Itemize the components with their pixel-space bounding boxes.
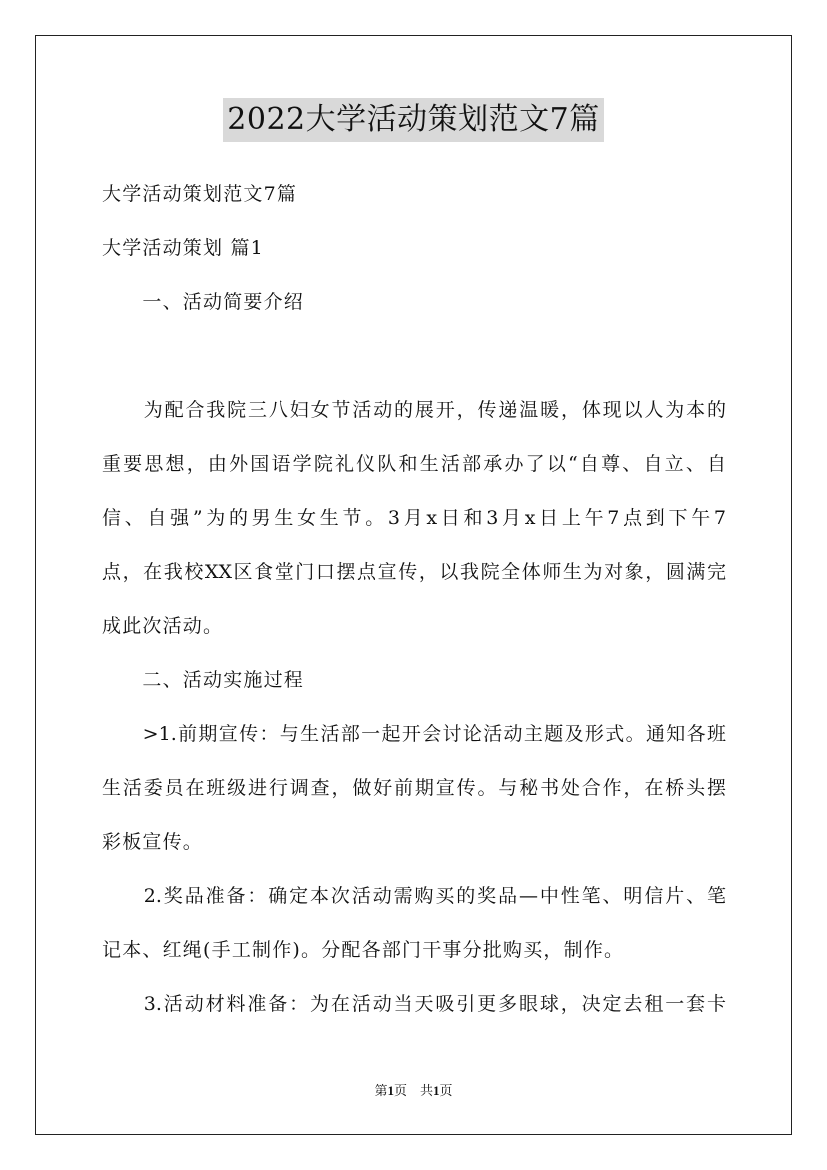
page-number-total: 1	[433, 1083, 440, 1098]
document-title	[0, 98, 827, 142]
paragraph-line: 生活委员在班级进行调查，做好前期宣传。与秘书处合作，在桥头摆	[102, 777, 726, 799]
document-title-text: 2022大学活动策划范文7篇	[223, 98, 603, 142]
document-subtitle: 大学活动策划范文7篇	[102, 183, 298, 205]
page-footer	[0, 1082, 827, 1100]
page-number-current: 1	[387, 1083, 394, 1098]
page-number-prefix: 第	[374, 1083, 388, 1098]
paragraph-line: 为配合我院三八妇女节活动的展开，传递温暖，体现以人为本的	[102, 399, 726, 421]
section-heading: 大学活动策划 篇1	[102, 237, 264, 259]
paragraph-line: 点，在我校XX区食堂门口摆点宣传，以我院全体师生为对象，圆满完	[102, 561, 726, 583]
paragraph-heading: 二、活动实施过程	[102, 669, 305, 691]
paragraph-line: 彩板宣传。	[102, 831, 204, 853]
paragraph-line: 记本、红绳(手工制作)。分配各部门干事分批购买，制作。	[102, 939, 625, 961]
paragraph-line: >1.前期宣传：与生活部一起开会讨论活动主题及形式。通知各班	[102, 723, 726, 745]
paragraph-line: 重要思想，由外国语学院礼仪队和生活部承办了以“自尊、自立、自	[102, 453, 726, 475]
paragraph-line: 信、自强”为的男生女生节。3月x日和3月x日上午7点到下午7	[102, 507, 726, 529]
paragraph-line: 成此次活动。	[102, 615, 224, 637]
page-number-suffix: 页	[439, 1083, 453, 1098]
paragraph-line: 2.奖品准备：确定本次活动需购买的奖品—中性笔、明信片、笔	[102, 885, 726, 907]
paragraph-line: 3.活动材料准备：为在活动当天吸引更多眼球，决定去租一套卡	[102, 993, 726, 1015]
page-number-mid: 页 共	[393, 1083, 433, 1098]
paragraph-heading: 一、活动简要介绍	[102, 291, 305, 313]
